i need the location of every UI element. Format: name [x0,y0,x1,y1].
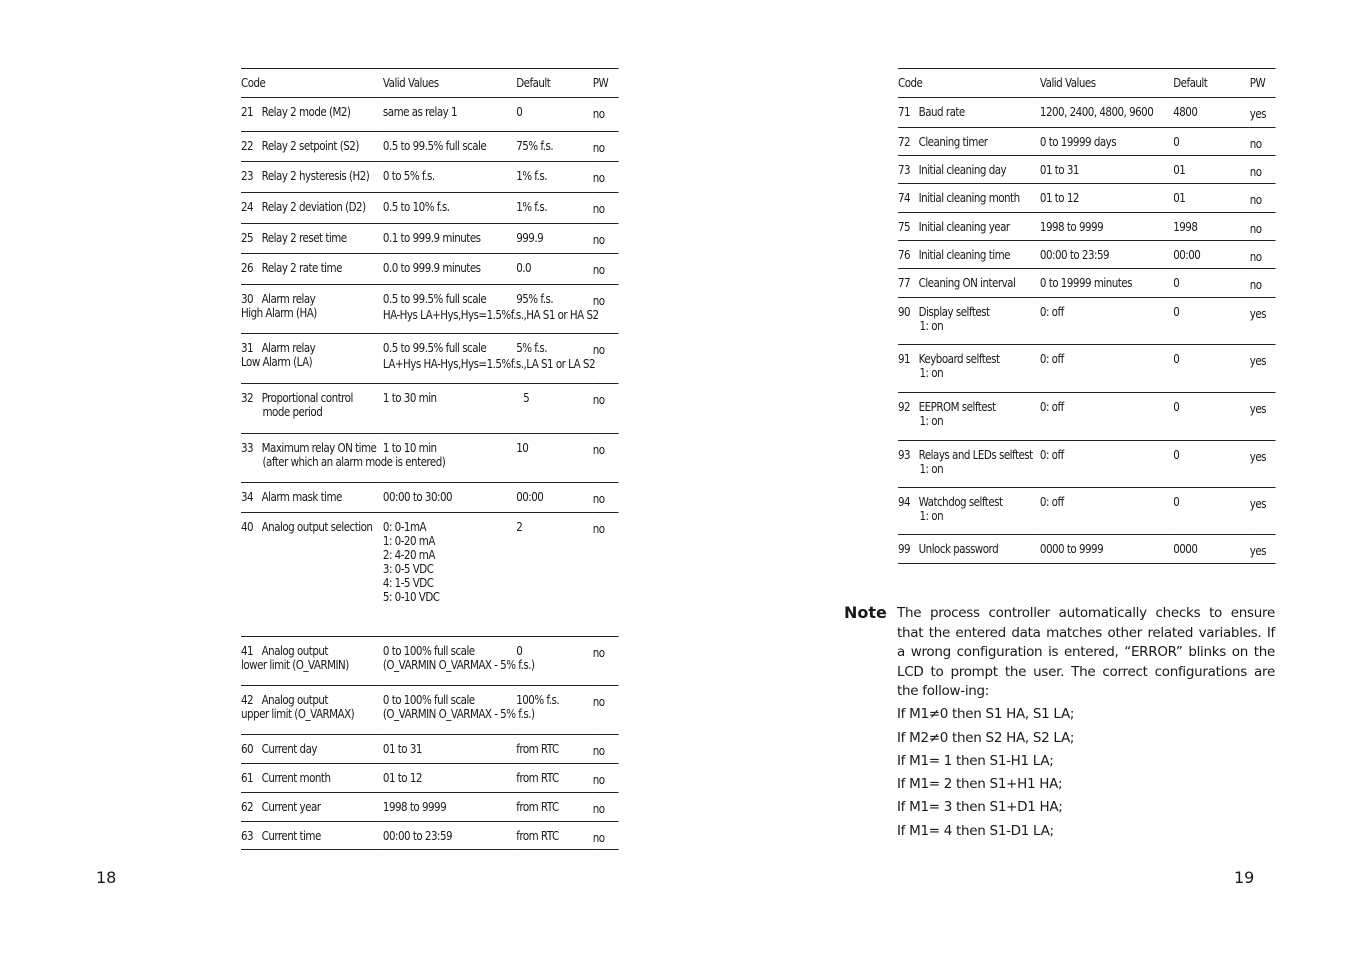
pw-cell: no [593,254,619,285]
default-cell: 75% f.s. [516,132,593,162]
row-name: Initial cleaning year [918,220,1010,234]
default-cell: 0 [1173,393,1250,441]
header-pw: PW [1250,69,1276,98]
default-cell: 1% f.s. [516,193,593,224]
valid-value: 0.5 to 99.5% full scale [382,139,487,153]
row-name: Initial cleaning time [918,248,1010,262]
row-code: 33 [241,441,254,455]
valid-value: 0 to 5% f.s. [382,169,435,183]
row-name: Watchdog selftest [918,495,1003,509]
valid-cell [383,793,516,822]
code-cell [241,822,383,850]
row-name: Keyboard selftest [918,352,1000,366]
default-cell: 0 [1173,269,1250,298]
table-body-right [898,98,1276,564]
header-code: Code [898,69,1040,98]
code-cell [241,637,383,686]
condition-line: If M1= 4 then S1-D1 LA; [897,823,1054,839]
valid-cell [382,637,535,686]
row-name: Current year [261,800,321,814]
valid-value: 01 to 31 [382,742,422,756]
pw-cell: no [593,334,619,384]
table-row [898,184,1276,213]
code-cell [241,334,383,384]
valid-option: 0: 0-1mA [382,520,427,534]
table-row [241,193,619,224]
valid-value: 0: off [1039,400,1064,414]
valid-value: 0 to 19999 minutes [1039,276,1132,290]
row-name: Relays and LEDs selftest [918,448,1033,462]
code-cell [241,285,383,334]
default-cell: from RTC [516,822,593,850]
code-cell [241,793,383,822]
valid-option: 4: 1-5 VDC [382,576,434,590]
valid-value: 0 to 100% full scale [382,644,475,658]
table-row [241,686,619,735]
alarm-formula: HA-Hys LA+Hys,Hys=1.5%f.s.,HA S1 or HA S2 [382,308,599,322]
code-cell [898,241,1040,269]
table-row [898,441,1276,488]
row-name: Alarm mask time [261,490,342,504]
row-name-line2: mode period [262,405,323,419]
code-cell [898,393,1040,441]
table-row [241,132,619,162]
valid-value: 0.1 to 999.9 minutes [382,231,481,245]
valid-value-line2: (O_VARMIN O_VARMAX - 5% f.s.) [382,658,535,672]
valid-value: 1200, 2400, 4800, 9600 [1039,105,1154,119]
valid-cell [1040,156,1173,184]
row-code: 42 [241,693,254,707]
code-cell [898,156,1040,184]
code-cell [898,535,1040,564]
row-code: 22 [241,139,254,153]
code-cell [898,298,1040,345]
page-number: 19 [1234,868,1255,887]
row-code: 72 [898,135,911,149]
row-code: 31 [241,341,254,355]
valid-value: 01 to 12 [382,771,422,785]
pw-cell: no [593,132,619,162]
code-cell [241,132,383,162]
valid-cell [1040,441,1173,488]
pw-cell: yes [1250,393,1276,441]
table-row [898,156,1276,184]
row-code: 41 [241,644,254,658]
pw-cell: no [593,98,619,132]
table-row [241,822,619,850]
row-name: Analog output selection [261,520,373,534]
table-row [898,98,1276,128]
row-code: 74 [898,191,911,205]
row-code: 99 [898,542,911,556]
row-code: 40 [241,520,254,534]
row-code: 25 [241,231,254,245]
row-code: 77 [898,276,911,290]
valid-cell [1040,393,1173,441]
table-row [241,483,619,513]
valid-cell [1040,213,1173,241]
table-header [241,69,619,98]
pw-cell: yes [1250,298,1276,345]
row-name: Initial cleaning day [918,163,1007,177]
valid-value: 1998 to 9999 [1039,220,1104,234]
code-cell [898,98,1040,128]
valid-cell [1040,488,1173,535]
row-code: 30 [241,292,254,306]
default-cell: 5 [516,384,593,434]
valid-value: same as relay 1 [382,105,458,119]
row-name: Proportional control [261,391,353,405]
default-cell: 95% f.s. [516,285,593,334]
default-cell: 10 [516,434,593,483]
code-cell [241,483,383,513]
row-name-line2: High Alarm (HA) [241,306,317,320]
default-cell: 1% f.s. [516,162,593,193]
valid-option: 3: 0-5 VDC [382,562,434,576]
pw-cell: no [593,193,619,224]
row-code: 92 [898,400,911,414]
row-name-line2: (after which an alarm mode is entered) [262,455,446,469]
valid-value: 00:00 to 23:59 [1039,248,1110,262]
table-row [241,254,619,285]
row-code: 23 [241,169,254,183]
code-cell [241,764,383,793]
row-name: EEPROM selftest [918,400,996,414]
default-cell: 999.9 [516,224,593,254]
pw-cell: no [593,285,619,334]
default-cell: 0 [1173,488,1250,535]
header-valid: Valid Values [1040,69,1173,98]
table-row [241,285,619,334]
table-row [241,384,619,434]
default-cell: 0 [1173,298,1250,345]
pw-cell: no [593,764,619,793]
valid-cell [1040,98,1173,128]
default-cell: 0000 [1173,535,1250,564]
pw-cell: no [1250,128,1276,156]
valid-value: 0: off [1039,448,1064,462]
code-cell [241,735,383,764]
header-default: Default [516,69,593,98]
row-name: Unlock password [918,542,999,556]
note-paragraph: The process controller automatically checks to ensure that the entered data matches other related variables. If a wrong configuration is entered, “ERROR” blinks on the LCD to prompt the user. The correct configurations are the follow-ing: [897,605,1275,699]
pw-cell: no [1250,156,1276,184]
table-row [241,793,619,822]
row-name: Alarm relay [261,292,316,306]
pw-cell: no [593,224,619,254]
row-code: 76 [898,248,911,262]
pw-cell: yes [1250,345,1276,393]
table-row [898,535,1276,564]
header-default: Default [1173,69,1250,98]
valid-cell [383,254,516,285]
pw-cell: no [1250,213,1276,241]
row-code: 62 [241,800,254,814]
row-name: Alarm relay [261,341,316,355]
code-cell [241,162,383,193]
valid-cell [383,735,516,764]
row-code: 91 [898,352,911,366]
default-cell: 0 [1173,441,1250,488]
default-cell: 100% f.s. [516,686,593,735]
code-cell [898,213,1040,241]
row-name: Baud rate [918,105,965,119]
code-cell [898,441,1040,488]
row-name-line2: Low Alarm (LA) [241,355,313,369]
row-name: Current day [261,742,317,756]
table-row [898,269,1276,298]
row-code: 73 [898,163,911,177]
code-cell [241,98,383,132]
valid-value: 0.5 to 99.5% full scale [382,292,487,306]
header-pw: PW [593,69,619,98]
table-row [898,488,1276,535]
valid-value: 1 to 30 min [382,391,437,405]
row-name-line2: 1: on [919,462,944,476]
valid-cell [1040,298,1173,345]
default-cell: 0 [1173,345,1250,393]
default-cell: 1998 [1173,213,1250,241]
valid-option: 5: 0-10 VDC [382,590,440,604]
row-name: Current time [261,829,321,843]
pw-cell: no [593,483,619,513]
default-cell: 0 [516,98,593,132]
code-cell [241,384,383,434]
default-cell: from RTC [516,793,593,822]
valid-cell [383,513,516,637]
valid-cell [383,98,516,132]
valid-cell [383,822,516,850]
valid-cell [383,162,516,193]
valid-value: 01 to 31 [1039,163,1079,177]
valid-value: 01 to 12 [1039,191,1079,205]
right-page [676,0,1351,954]
default-cell: 01 [1173,184,1250,213]
table-row [241,224,619,254]
valid-cell [382,334,596,384]
valid-value: 00:00 to 23:59 [382,829,453,843]
parameter-table-left [241,68,619,850]
table-row [898,213,1276,241]
valid-value: 0.0 to 999.9 minutes [382,261,481,275]
pw-cell: no [593,513,619,637]
valid-cell [1040,535,1173,564]
table-row [241,334,619,384]
pw-cell: no [593,793,619,822]
pw-cell: no [1250,269,1276,298]
valid-cell [383,193,516,224]
table-header [898,69,1276,98]
condition-line: If M2≠0 then S2 HA, S2 LA; [897,730,1075,746]
pw-cell: yes [1250,535,1276,564]
valid-cell [383,483,516,513]
row-code: 24 [241,200,254,214]
row-name: Analog output [261,644,328,658]
valid-value: 0: off [1039,305,1064,319]
row-name-line2: upper limit (O_VARMAX) [241,707,355,721]
row-code: 75 [898,220,911,234]
valid-cell [1040,269,1173,298]
code-cell [898,128,1040,156]
valid-option: 1: 0-20 mA [382,534,435,548]
row-code: 32 [241,391,254,405]
table-row [241,764,619,793]
row-name-line2: 1: on [919,414,944,428]
parameter-table-right [898,68,1276,564]
pw-cell: yes [1250,441,1276,488]
row-name: Initial cleaning month [918,191,1020,205]
default-cell: 0 [1173,128,1250,156]
default-cell: from RTC [516,735,593,764]
code-cell [241,224,383,254]
table-row [241,162,619,193]
row-code: 34 [241,490,254,504]
pw-cell: no [593,822,619,850]
table-row [241,434,619,483]
row-code: 61 [241,771,254,785]
row-name: Maximum relay ON time [261,441,377,455]
default-cell: 00:00 [516,483,593,513]
valid-value: 00:00 to 30:00 [382,490,453,504]
code-cell [241,254,383,285]
pw-cell: no [593,384,619,434]
row-name: Relay 2 hysteresis (H2) [261,169,370,183]
valid-value: 0: off [1039,495,1064,509]
table-row [898,128,1276,156]
default-cell: 4800 [1173,98,1250,128]
condition-line: If M1≠0 then S1 HA, S1 LA; [897,706,1075,722]
row-name-line2: 1: on [919,366,944,380]
alarm-formula: LA+Hys HA-Hys,Hys=1.5%f.s.,LA S1 or LA S2 [382,357,596,371]
table-row [241,735,619,764]
pw-cell: no [1250,184,1276,213]
valid-value: 0.5 to 99.5% full scale [382,341,487,355]
left-page [0,0,675,954]
row-name: Cleaning timer [918,135,988,149]
condition-line: If M1= 2 then S1+H1 HA; [897,776,1063,792]
code-cell [898,269,1040,298]
code-cell [241,686,383,735]
default-cell: 5% f.s. [516,334,593,384]
default-cell: 0.0 [516,254,593,285]
row-code: 60 [241,742,254,756]
pw-cell: no [593,637,619,686]
default-cell: 00:00 [1173,241,1250,269]
row-code: 93 [898,448,911,462]
row-name: Relay 2 mode (M2) [261,105,351,119]
valid-value-line2: (O_VARMIN O_VARMAX - 5% f.s.) [382,707,535,721]
valid-value: 1 to 10 min [382,441,437,455]
valid-cell [383,384,516,434]
pw-cell: yes [1250,488,1276,535]
code-cell [241,193,383,224]
row-name: Relay 2 setpoint (S2) [261,139,359,153]
table-row [241,98,619,132]
valid-value: 0 to 19999 days [1039,135,1117,149]
condition-line: If M1= 3 then S1+D1 HA; [897,799,1063,815]
valid-option: 2: 4-20 mA [382,548,435,562]
row-code: 94 [898,495,911,509]
code-cell [898,345,1040,393]
note-label: Note [844,603,887,622]
pw-cell: no [593,735,619,764]
row-name: Display selftest [918,305,990,319]
valid-cell [382,686,535,735]
code-cell [241,513,383,637]
valid-cell [1040,241,1173,269]
header-code: Code [241,69,383,98]
default-cell: 2 [516,513,593,637]
valid-value: 1998 to 9999 [382,800,447,814]
row-code: 21 [241,105,254,119]
valid-cell [1040,345,1173,393]
row-name: Analog output [261,693,328,707]
code-cell [898,488,1040,535]
pw-cell: no [1250,241,1276,269]
table-row [241,513,619,637]
pw-cell: no [593,434,619,483]
valid-value: 0000 to 9999 [1039,542,1104,556]
valid-cell [383,224,516,254]
row-name: Relay 2 reset time [261,231,347,245]
default-cell: 0 [516,637,593,686]
table-body-left [241,98,619,850]
table-row [898,393,1276,441]
table-row [898,298,1276,345]
table-row [898,241,1276,269]
valid-cell [1040,184,1173,213]
default-cell: 01 [1173,156,1250,184]
valid-cell [1040,128,1173,156]
note-text [897,604,1275,702]
row-name-line2: lower limit (O_VARMIN) [241,658,349,672]
row-name: Current month [261,771,331,785]
pw-cell: yes [1250,98,1276,128]
row-name: Cleaning ON interval [918,276,1016,290]
table-row [241,637,619,686]
condition-line: If M1= 1 then S1-H1 LA; [897,753,1054,769]
code-cell [898,184,1040,213]
header-valid: Valid Values [383,69,516,98]
row-code: 71 [898,105,911,119]
valid-cell [383,132,516,162]
valid-cell [383,764,516,793]
pw-cell: no [593,686,619,735]
row-name-line2: 1: on [919,319,944,333]
valid-value: 0: off [1039,352,1064,366]
row-code: 63 [241,829,254,843]
default-cell: from RTC [516,764,593,793]
row-name: Relay 2 rate time [261,261,342,275]
table-row [898,345,1276,393]
pw-cell: no [593,162,619,193]
row-code: 90 [898,305,911,319]
row-name-line2: 1: on [919,509,944,523]
row-name: Relay 2 deviation (D2) [261,200,366,214]
valid-value: 0.5 to 10% f.s. [382,200,450,214]
page-number: 18 [96,868,117,887]
valid-value: 0 to 100% full scale [382,693,475,707]
row-code: 26 [241,261,254,275]
